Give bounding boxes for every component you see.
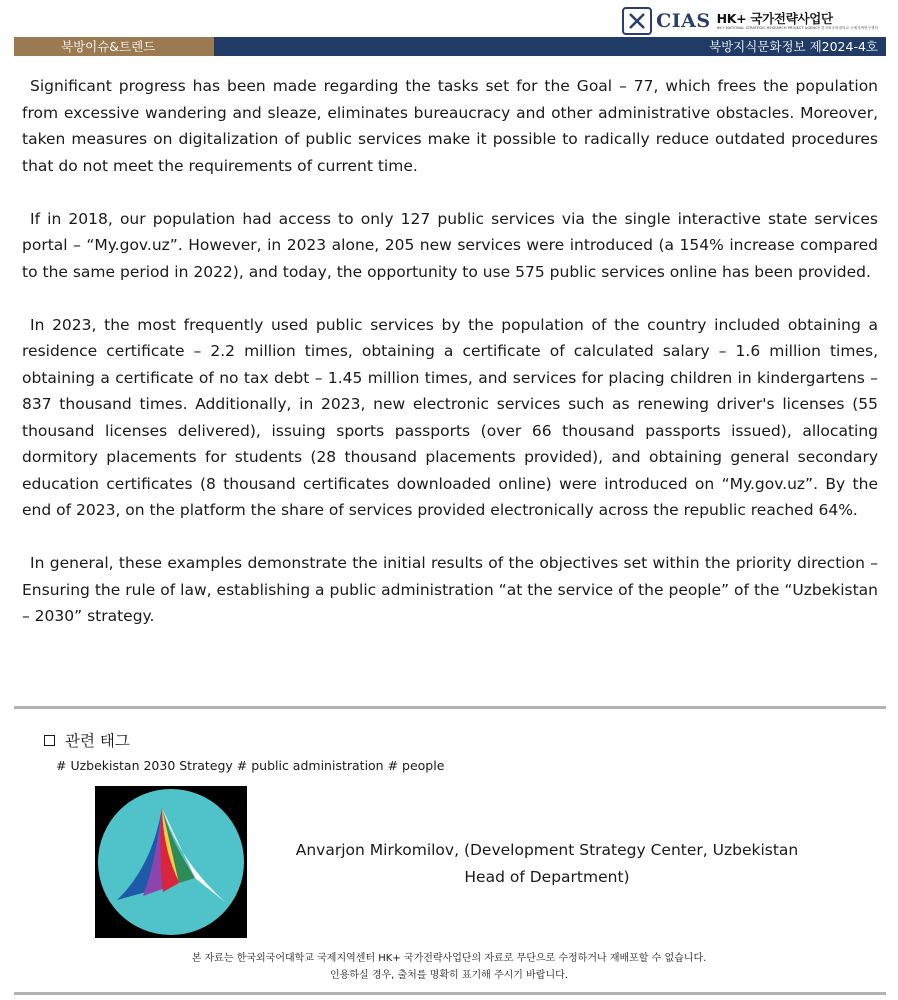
header-bar xyxy=(14,37,886,56)
footer-line-2: 인용하실 경우, 출처를 명확히 표기해 주시기 바랍니다. xyxy=(330,970,568,981)
author-line-2: Head of Department) xyxy=(464,868,630,886)
logo-program-sub: HK+ NATIONAL STRATEGIC RESEARCH PROJECT AGENCY 한국외국어대학교 국제지역연구센터 xyxy=(716,26,878,30)
tags-heading-label: 관련 태그 xyxy=(65,732,130,750)
author-line-1: Anvarjon Mirkomilov, (Development Strategy Center, Uzbekistan xyxy=(295,841,799,859)
logo-program: HK+ 국가전략사업단 xyxy=(716,11,833,26)
divider-top xyxy=(14,706,886,709)
checkbox-icon xyxy=(44,735,55,746)
strategy-emblem xyxy=(95,786,247,938)
footer-line-1: 본 자료는 한국외국어대학교 국제지역센터 HK+ 국가전략사업단의 자료로 무단으로 수정하거나 재배포할 수 없습니다. xyxy=(191,953,707,964)
paragraph-1: Significant progress has been made regarding the tasks set for the Goal – 77, which frees the population from excessive wandering and sleaze, eliminates bureaucracy and other administrative obstacles. Moreover, taken measures on digitalization of public services make it possible to radically reduce outdated procedures that do not meet the requirements of current time. xyxy=(22,77,878,175)
cias-logo-icon xyxy=(622,7,652,35)
paragraph-4: In general, these examples demonstrate the initial results of the objectives set within the priority direction – Ensuring the rule of law, establishing a public administration “at the service of the people” of the “Uzbekistan – 2030” strategy. xyxy=(22,554,878,625)
section-label: 북방이슈&트렌드 xyxy=(14,37,214,56)
tags-heading xyxy=(44,729,130,751)
author-info xyxy=(267,837,827,891)
tags-list: # Uzbekistan 2030 Strategy # public administration # people xyxy=(56,758,445,773)
copyright-notice xyxy=(0,950,898,984)
paragraph-2: If in 2018, our population had access to only 127 public services via the single interactive state services portal – “My.gov.uz”. However, in 2023 alone, 205 new services were introduced (a 154% increase compared to the same period in 2022), and today, the opportunity to use 575 public services online has been provided. xyxy=(22,209,878,281)
paragraph-3: In 2023, the most frequently used public services by the population of the country included obtaining a residence certificate – 2.2 million times, obtaining a certificate of calculated salary – 1.6 million times, obtaining a certificate of no tax debt – 1.45 million times, and services for placing children in kindergartens – 837 thousand times. Additionally, in 2023, new electronic services such as renewing driver's licenses (55 thousand licenses delivered), issuing sports passports (over 66 thousand passports issued), allocating dormitory placements for students (28 thousand placements provided), and obtaining general secondary education certificates (8 thousand certificates downloaded online) were introduced on “My.gov.uz”. By the end of 2023, on the platform the share of services provided electronically across the republic reached 64%. xyxy=(22,315,878,519)
strategy-emblem-icon xyxy=(95,786,247,938)
issue-label: 북방지식문화정보 제2024-4호 xyxy=(214,37,886,56)
article-body xyxy=(22,73,878,656)
divider-bottom xyxy=(14,992,886,995)
header-logo xyxy=(622,4,878,38)
logo-brand: CIAS xyxy=(656,10,711,32)
